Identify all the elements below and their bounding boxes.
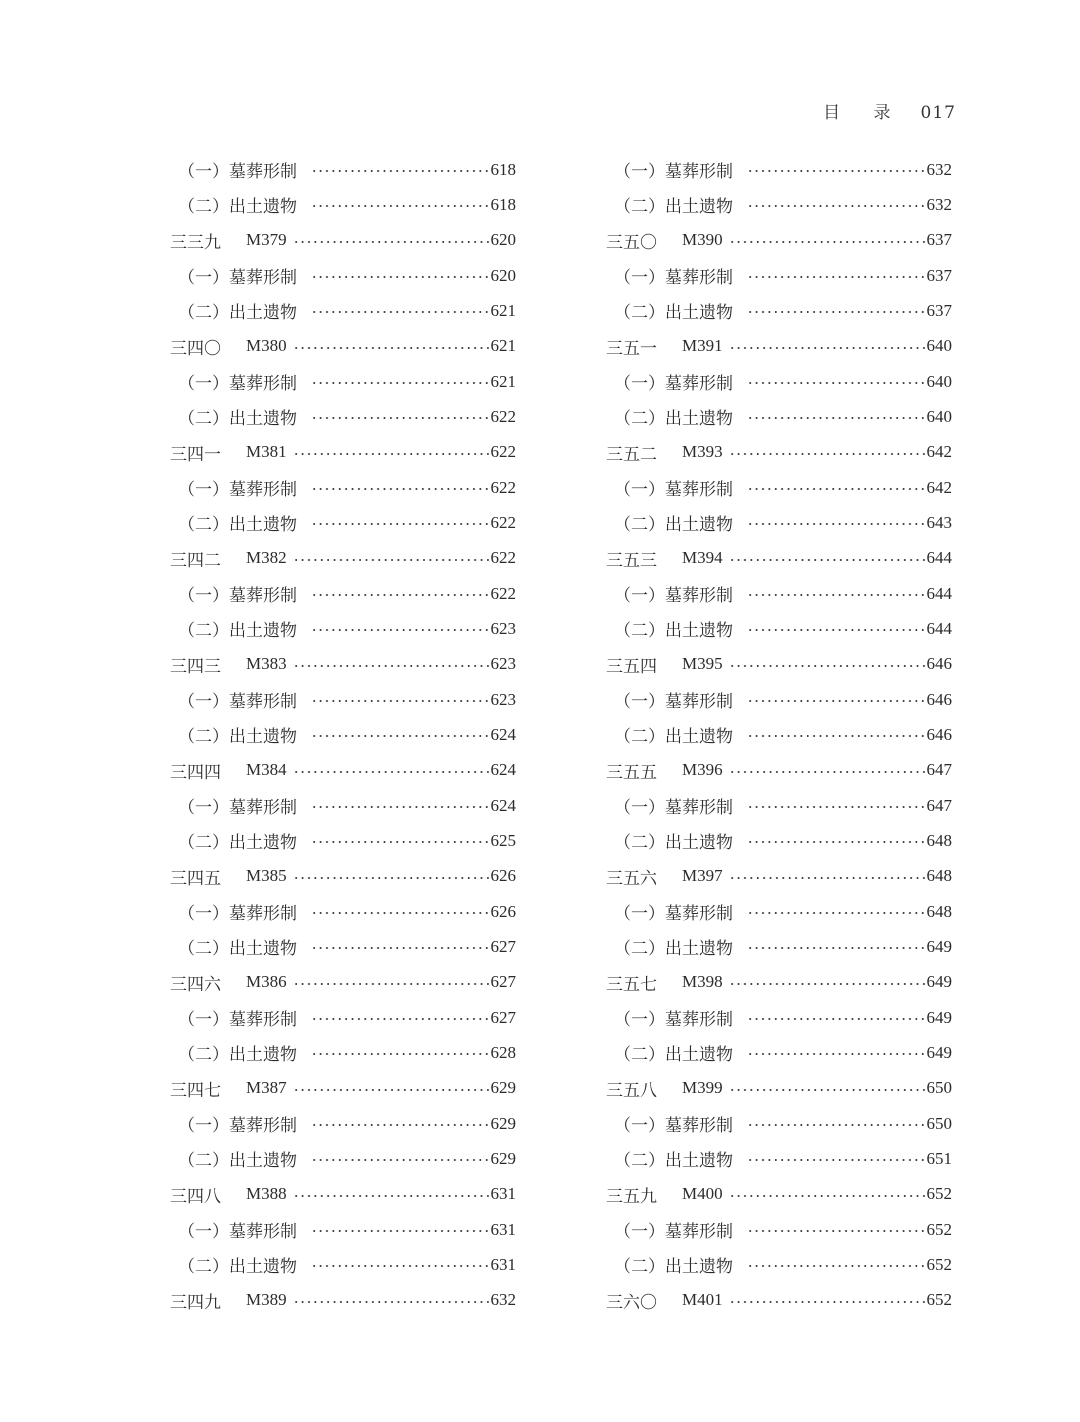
entry-page-number: 648 [926, 830, 952, 850]
entry-page-number: 620 [490, 230, 516, 250]
toc-entry-main [606, 329, 952, 364]
toc-entry-sub [170, 152, 516, 187]
toc-entry-sub [170, 1106, 516, 1141]
toc-entry-sub [606, 399, 952, 434]
section-number: 三五五 [606, 762, 657, 783]
entry-label: M379 [246, 230, 287, 250]
entry-page-number: 643 [926, 512, 952, 532]
entry-label: （二）出土遗物 [178, 1257, 297, 1278]
toc-entry-main [606, 541, 952, 576]
entry-label: （二）出土遗物 [178, 303, 297, 324]
toc-entry-sub [170, 505, 516, 540]
entry-page-number: 629 [490, 1078, 516, 1098]
dot-leader [311, 1018, 490, 1020]
entry-page-number: 644 [926, 583, 952, 603]
toc-column-left [170, 152, 516, 1318]
toc-entry-main [170, 1283, 516, 1318]
entry-label: M400 [682, 1184, 723, 1204]
section-number: 三五八 [606, 1080, 657, 1101]
dot-leader [747, 1265, 926, 1267]
dot-leader [747, 806, 926, 808]
entry-label: （二）出土遗物 [178, 1151, 297, 1172]
section-number: 三四八 [170, 1186, 221, 1207]
section-number: 三五四 [606, 656, 657, 677]
dot-leader [747, 417, 926, 419]
entry-label: M393 [682, 442, 723, 462]
entry-label: （二）出土遗物 [178, 1045, 297, 1066]
toc-entry-main [606, 435, 952, 470]
entry-page-number: 622 [490, 442, 516, 462]
toc-entry-sub [170, 1212, 516, 1247]
section-number: 三四二 [170, 550, 221, 571]
entry-page-number: 622 [490, 548, 516, 568]
toc-entry-sub [606, 152, 952, 187]
dot-leader [293, 665, 490, 667]
entry-page-number: 644 [926, 548, 952, 568]
toc-entry-sub [170, 717, 516, 752]
toc-entry-sub [606, 717, 952, 752]
entry-page-number: 626 [490, 901, 516, 921]
dot-leader [311, 1230, 490, 1232]
section-number: 三四一 [170, 444, 221, 465]
entry-page-number: 652 [926, 1290, 952, 1310]
toc-entry-sub [606, 894, 952, 929]
dot-leader [747, 382, 926, 384]
toc-entry-sub [170, 187, 516, 222]
section-number: 三四三 [170, 656, 221, 677]
entry-label: （一）墓葬形制 [614, 586, 733, 607]
entry-page-number: 648 [926, 866, 952, 886]
entry-page-number: 650 [926, 1113, 952, 1133]
toc-entry-main [170, 965, 516, 1000]
dot-leader [747, 170, 926, 172]
dot-leader [311, 417, 490, 419]
toc-entry-sub [170, 682, 516, 717]
entry-label: M390 [682, 230, 723, 250]
dot-leader [311, 170, 490, 172]
entry-label: （一）墓葬形制 [614, 798, 733, 819]
entry-label: M385 [246, 866, 287, 886]
toc-entry-main [170, 541, 516, 576]
toc-title: 目 录 [823, 103, 905, 123]
entry-page-number: 629 [490, 1113, 516, 1133]
toc-entry-sub [606, 682, 952, 717]
entry-page-number: 631 [490, 1184, 516, 1204]
entry-label: （二）出土遗物 [178, 833, 297, 854]
section-number: 三五〇 [606, 232, 657, 253]
section-number: 三三九 [170, 232, 221, 253]
entry-page-number: 649 [926, 936, 952, 956]
entry-page-number: 627 [490, 972, 516, 992]
dot-leader [747, 1230, 926, 1232]
toc-entry-sub [170, 611, 516, 646]
entry-label: （二）出土遗物 [614, 303, 733, 324]
toc-entry-main [606, 1071, 952, 1106]
entry-label: （二）出土遗物 [614, 515, 733, 536]
toc-entry-sub [606, 1212, 952, 1247]
toc-column-right [606, 152, 952, 1318]
dot-leader [293, 771, 490, 773]
section-number: 三五六 [606, 868, 657, 889]
toc-entry-sub [606, 823, 952, 858]
dot-leader [311, 276, 490, 278]
entry-label: M386 [246, 972, 287, 992]
toc-entry-sub [170, 929, 516, 964]
section-number: 三五一 [606, 338, 657, 359]
entry-label: M398 [682, 972, 723, 992]
dot-leader [747, 1053, 926, 1055]
toc-entry-sub [170, 1247, 516, 1282]
toc-entry-sub [170, 894, 516, 929]
entry-label: （一）墓葬形制 [178, 904, 297, 925]
entry-page-number: 622 [490, 583, 516, 603]
entry-page-number: 625 [490, 830, 516, 850]
dot-leader [311, 947, 490, 949]
toc-entry-sub [606, 258, 952, 293]
entry-page-number: 642 [926, 477, 952, 497]
entry-page-number: 652 [926, 1219, 952, 1239]
dot-leader [729, 1089, 926, 1091]
entry-label: （二）出土遗物 [178, 621, 297, 642]
dot-leader [747, 700, 926, 702]
entry-label: （一）墓葬形制 [178, 798, 297, 819]
toc-entry-main [170, 647, 516, 682]
entry-label: （二）出土遗物 [614, 621, 733, 642]
entry-page-number: 637 [926, 265, 952, 285]
entry-label: （一）墓葬形制 [614, 268, 733, 289]
entry-page-number: 646 [926, 654, 952, 674]
entry-label: M396 [682, 760, 723, 780]
entry-label: （一）墓葬形制 [614, 904, 733, 925]
entry-label: M384 [246, 760, 287, 780]
section-number: 三六〇 [606, 1292, 657, 1313]
entry-page-number: 640 [926, 406, 952, 426]
dot-leader [729, 453, 926, 455]
dot-leader [311, 311, 490, 313]
toc-entry-main [170, 1071, 516, 1106]
entry-page-number: 652 [926, 1254, 952, 1274]
entry-label: M388 [246, 1184, 287, 1204]
toc-entry-sub [170, 399, 516, 434]
entry-label: （一）墓葬形制 [614, 162, 733, 183]
entry-page-number: 621 [490, 371, 516, 391]
dot-leader [747, 311, 926, 313]
dot-leader [311, 1124, 490, 1126]
entry-label: （二）出土遗物 [614, 727, 733, 748]
entry-label: （二）出土遗物 [178, 939, 297, 960]
entry-page-number: 627 [490, 1007, 516, 1027]
entry-page-number: 622 [490, 477, 516, 497]
entry-label: （二）出土遗物 [178, 409, 297, 430]
toc-entry-sub [170, 1141, 516, 1176]
toc-entry-sub [606, 1106, 952, 1141]
entry-label: （一）墓葬形制 [178, 1116, 297, 1137]
toc-entry-sub [170, 258, 516, 293]
section-number: 三五七 [606, 974, 657, 995]
toc-entry-sub [170, 1000, 516, 1035]
entry-label: （一）墓葬形制 [178, 1222, 297, 1242]
toc-entry-main [170, 329, 516, 364]
entry-page-number: 620 [490, 265, 516, 285]
toc-entry-sub [606, 1000, 952, 1035]
entry-label: （二）出土遗物 [614, 1257, 733, 1278]
entry-page-number: 650 [926, 1078, 952, 1098]
entry-label: M383 [246, 654, 287, 674]
toc-entry-sub [606, 470, 952, 505]
entry-page-number: 637 [926, 300, 952, 320]
dot-leader [729, 241, 926, 243]
entry-page-number: 637 [926, 230, 952, 250]
entry-label: （二）出土遗物 [178, 515, 297, 536]
entry-label: （一）墓葬形制 [614, 374, 733, 395]
entry-label: M380 [246, 336, 287, 356]
dot-leader [293, 241, 490, 243]
entry-page-number: 629 [490, 1148, 516, 1168]
toc-entry-main [170, 435, 516, 470]
entry-label: （一）墓葬形制 [614, 480, 733, 501]
dot-leader [311, 841, 490, 843]
toc-entry-sub [170, 1035, 516, 1070]
dot-leader [293, 877, 490, 879]
entry-page-number: 642 [926, 442, 952, 462]
entry-label: M395 [682, 654, 723, 674]
toc-entry-sub [170, 823, 516, 858]
dot-leader [311, 488, 490, 490]
toc-entry-main [170, 223, 516, 258]
dot-leader [293, 559, 490, 561]
toc-entry-sub [170, 576, 516, 611]
dot-leader [747, 523, 926, 525]
dot-leader [311, 205, 490, 207]
dot-leader [293, 983, 490, 985]
dot-leader [311, 1053, 490, 1055]
section-number: 三四五 [170, 868, 221, 889]
toc-entry-sub [170, 470, 516, 505]
entry-label: （二）出土遗物 [178, 727, 297, 748]
dot-leader [293, 1301, 490, 1303]
dot-leader [747, 1159, 926, 1161]
dot-leader [293, 1195, 490, 1197]
entry-page-number: 632 [490, 1290, 516, 1310]
entry-label: （一）墓葬形制 [178, 1010, 297, 1031]
dot-leader [747, 1124, 926, 1126]
entry-label: M399 [682, 1078, 723, 1098]
dot-leader [311, 382, 490, 384]
dot-leader [747, 912, 926, 914]
toc-entry-sub [606, 576, 952, 611]
dot-leader [311, 1265, 490, 1267]
entry-label: M382 [246, 548, 287, 568]
toc-entry-sub [170, 293, 516, 328]
entry-label: M394 [682, 548, 723, 568]
dot-leader [311, 700, 490, 702]
toc-entry-sub [606, 1035, 952, 1070]
entry-label: （一）墓葬形制 [178, 268, 297, 289]
entry-page-number: 624 [490, 795, 516, 815]
entry-page-number: 649 [926, 972, 952, 992]
toc-entry-sub [606, 611, 952, 646]
toc-entry-main [606, 647, 952, 682]
dot-leader [729, 877, 926, 879]
entry-label: （一）墓葬形制 [178, 692, 297, 713]
entry-page-number: 622 [490, 406, 516, 426]
entry-label: （一）墓葬形制 [178, 480, 297, 501]
section-number: 三四七 [170, 1080, 221, 1101]
dot-leader [293, 453, 490, 455]
dot-leader [311, 1159, 490, 1161]
dot-leader [747, 947, 926, 949]
page-number: 017 [920, 103, 956, 123]
entry-page-number: 618 [490, 159, 516, 179]
entry-page-number: 627 [490, 936, 516, 956]
toc-entry-main [606, 1177, 952, 1212]
section-number: 三五九 [606, 1186, 657, 1207]
entry-label: M389 [246, 1290, 287, 1310]
dot-leader [747, 276, 926, 278]
dot-leader [311, 594, 490, 596]
entry-page-number: 626 [490, 866, 516, 886]
entry-page-number: 622 [490, 512, 516, 532]
entry-label: （二）出土遗物 [614, 1151, 733, 1172]
toc-entry-main [606, 753, 952, 788]
entry-page-number: 623 [490, 618, 516, 638]
running-head [823, 98, 956, 123]
entry-page-number: 618 [490, 194, 516, 214]
dot-leader [311, 912, 490, 914]
entry-page-number: 640 [926, 336, 952, 356]
entry-page-number: 649 [926, 1007, 952, 1027]
toc-entry-sub [606, 293, 952, 328]
entry-page-number: 628 [490, 1042, 516, 1062]
entry-page-number: 646 [926, 724, 952, 744]
toc-entry-main [606, 965, 952, 1000]
dot-leader [729, 559, 926, 561]
dot-leader [729, 771, 926, 773]
dot-leader [747, 205, 926, 207]
toc-entry-main [606, 1283, 952, 1318]
toc-entry-main [170, 1177, 516, 1212]
entry-label: M391 [682, 336, 723, 356]
entry-page-number: 647 [926, 795, 952, 815]
entry-label: （二）出土遗物 [614, 197, 733, 218]
section-number: 三五二 [606, 444, 657, 465]
section-number: 三五三 [606, 550, 657, 571]
entry-page-number: 648 [926, 901, 952, 921]
toc-entry-sub [170, 364, 516, 399]
toc-entry-sub [606, 364, 952, 399]
entry-page-number: 649 [926, 1042, 952, 1062]
dot-leader [311, 735, 490, 737]
entry-label: M381 [246, 442, 287, 462]
dot-leader [747, 1018, 926, 1020]
section-number: 三四六 [170, 974, 221, 995]
entry-label: （一）墓葬形制 [614, 1222, 733, 1242]
dot-leader [729, 347, 926, 349]
entry-label: （一）墓葬形制 [614, 1010, 733, 1031]
entry-page-number: 624 [490, 724, 516, 744]
section-number: 三四四 [170, 762, 221, 783]
toc-entry-main [170, 859, 516, 894]
entry-label: M387 [246, 1078, 287, 1098]
entry-label: M397 [682, 866, 723, 886]
entry-page-number: 624 [490, 760, 516, 780]
dot-leader [747, 735, 926, 737]
dot-leader [311, 629, 490, 631]
entry-label: （一）墓葬形制 [178, 162, 297, 183]
dot-leader [747, 629, 926, 631]
dot-leader [311, 523, 490, 525]
entry-page-number: 623 [490, 689, 516, 709]
dot-leader [729, 665, 926, 667]
entry-label: （一）墓葬形制 [614, 1116, 733, 1137]
entry-page-number: 647 [926, 760, 952, 780]
toc-entry-main [606, 859, 952, 894]
dot-leader [729, 1301, 926, 1303]
entry-label: （二）出土遗物 [614, 1045, 733, 1066]
entry-page-number: 644 [926, 618, 952, 638]
entry-label: （二）出土遗物 [614, 833, 733, 854]
entry-page-number: 651 [926, 1148, 952, 1168]
entry-page-number: 632 [926, 159, 952, 179]
dot-leader [747, 488, 926, 490]
dot-leader [293, 1089, 490, 1091]
entry-page-number: 652 [926, 1184, 952, 1204]
entry-label: （一）墓葬形制 [178, 586, 297, 607]
dot-leader [293, 347, 490, 349]
toc-entry-sub [606, 788, 952, 823]
dot-leader [729, 983, 926, 985]
entry-page-number: 646 [926, 689, 952, 709]
entry-label: （一）墓葬形制 [178, 374, 297, 395]
toc-entry-sub [606, 1141, 952, 1176]
entry-page-number: 640 [926, 371, 952, 391]
entry-page-number: 623 [490, 654, 516, 674]
dot-leader [747, 841, 926, 843]
toc-entry-main [170, 753, 516, 788]
entry-label: （二）出土遗物 [178, 197, 297, 218]
entry-label: （二）出土遗物 [614, 939, 733, 960]
section-number: 三四〇 [170, 338, 221, 359]
toc-entry-sub [606, 505, 952, 540]
entry-label: （一）墓葬形制 [614, 692, 733, 713]
toc-entry-sub [170, 788, 516, 823]
section-number: 三四九 [170, 1292, 221, 1313]
toc-entry-main [606, 223, 952, 258]
toc-entry-sub [606, 187, 952, 222]
entry-page-number: 631 [490, 1219, 516, 1239]
dot-leader [729, 1195, 926, 1197]
toc-entry-sub [606, 929, 952, 964]
entry-page-number: 621 [490, 336, 516, 356]
entry-page-number: 631 [490, 1254, 516, 1274]
dot-leader [747, 594, 926, 596]
toc-entry-sub [606, 1247, 952, 1282]
entry-page-number: 632 [926, 194, 952, 214]
dot-leader [311, 806, 490, 808]
entry-label: M401 [682, 1290, 723, 1310]
entry-label: （二）出土遗物 [614, 409, 733, 430]
entry-page-number: 621 [490, 300, 516, 320]
